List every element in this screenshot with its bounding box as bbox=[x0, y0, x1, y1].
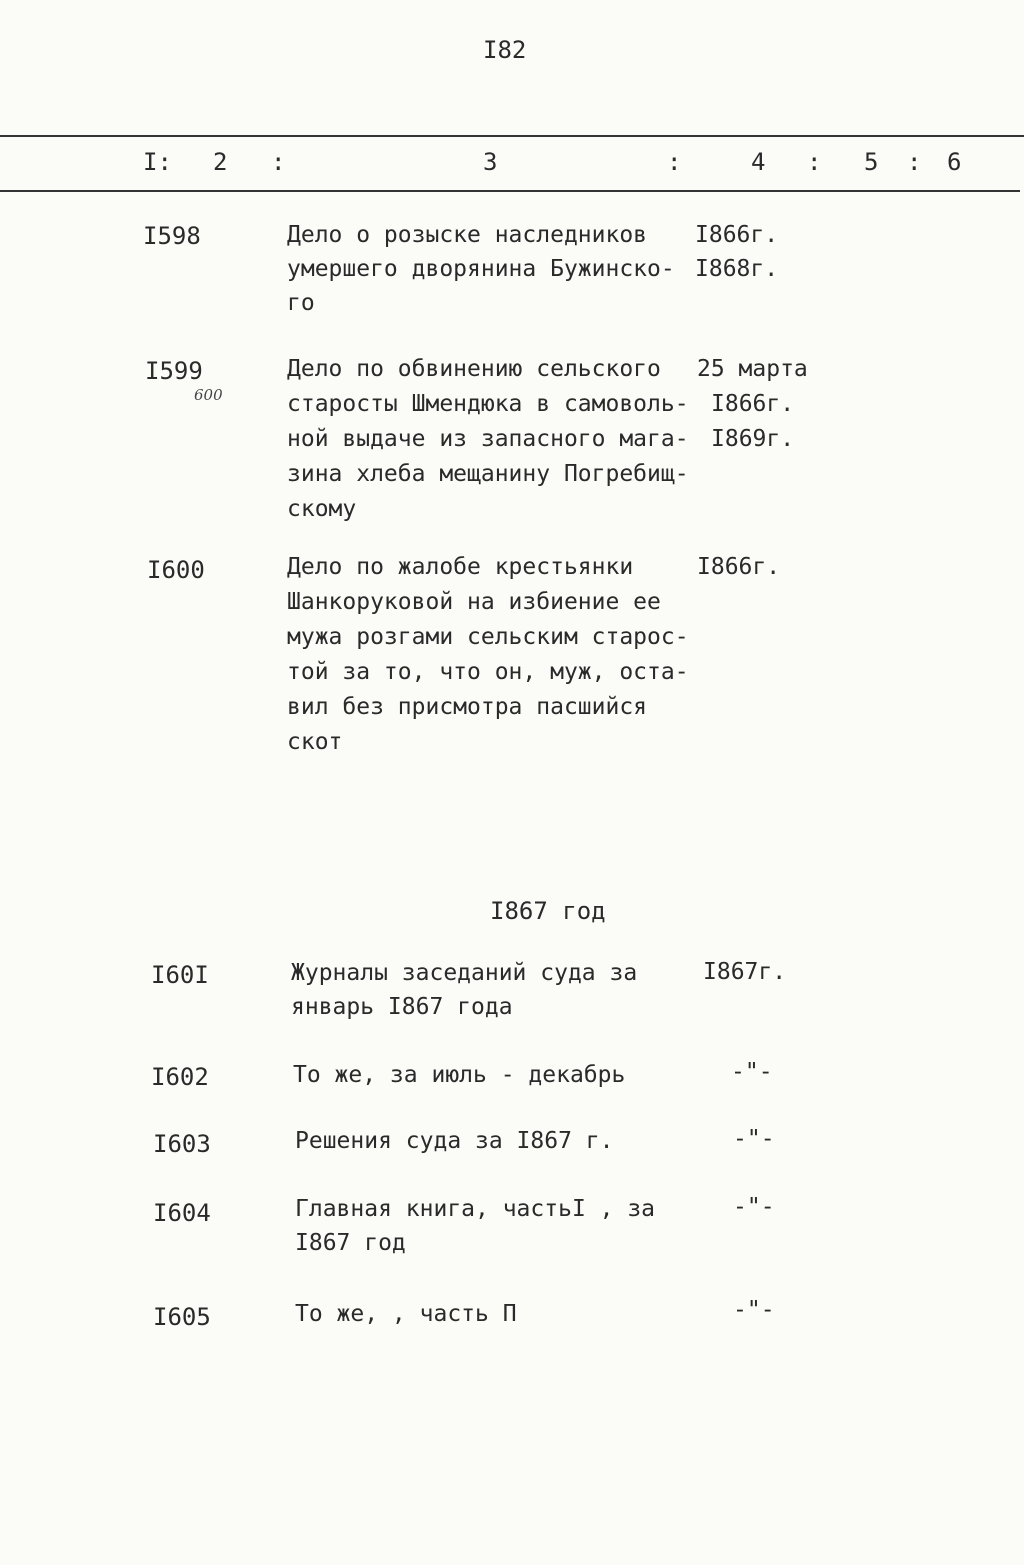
date-line: I868г. bbox=[695, 256, 779, 282]
title-line: скот bbox=[287, 729, 343, 755]
header-col-4: 4 bbox=[751, 148, 766, 176]
date-line: -"- bbox=[731, 1059, 773, 1085]
title-line: зина хлеба мещанину Погребищ- bbox=[287, 461, 689, 487]
title-line: Решения суда за I867 г. bbox=[295, 1128, 614, 1154]
entry-number: I605 bbox=[153, 1303, 211, 1331]
date-line: -"- bbox=[733, 1194, 775, 1220]
date-line: -"- bbox=[733, 1297, 775, 1323]
title-line: вил без присмотра пасшийся bbox=[287, 694, 648, 720]
entry-title bbox=[287, 218, 675, 320]
title-line: мужа розгами сельским старос- bbox=[287, 624, 689, 650]
title-line: То же, , часть П bbox=[295, 1301, 517, 1327]
date-line: -"- bbox=[733, 1126, 775, 1152]
entry-title bbox=[293, 1058, 625, 1092]
entry-number: I602 bbox=[151, 1063, 209, 1091]
title-line: ной выдаче из запасного мага- bbox=[287, 426, 689, 452]
date-line: I867г. bbox=[703, 959, 787, 985]
entry-title bbox=[295, 1192, 655, 1260]
entry-title bbox=[295, 1124, 614, 1158]
entry-number: I604 bbox=[153, 1199, 211, 1227]
title-line: Журналы заседаний суда за bbox=[291, 960, 638, 986]
header-col-5: 5 bbox=[864, 148, 879, 176]
header-separator: : bbox=[907, 148, 922, 176]
header-col-2: 2 bbox=[213, 148, 228, 176]
entry-number: I60I bbox=[151, 961, 209, 989]
entry-date bbox=[733, 1122, 775, 1156]
title-line: Главная книга, частьI , за bbox=[295, 1196, 656, 1222]
entry-number: I600 bbox=[147, 556, 205, 584]
title-line: I867 год bbox=[295, 1230, 406, 1256]
header-col-1: I: bbox=[143, 148, 172, 176]
entry-date bbox=[703, 955, 786, 989]
header-separator: : bbox=[667, 148, 682, 176]
date-line: I866г. bbox=[695, 222, 779, 248]
title-line: Дело о розыске наследников bbox=[287, 222, 648, 248]
header-col-6: 6 bbox=[947, 148, 962, 176]
entry-date bbox=[731, 1055, 773, 1089]
entry-date bbox=[733, 1190, 775, 1224]
entry-date bbox=[733, 1293, 775, 1327]
title-line: скому bbox=[287, 496, 357, 522]
header-bottom-rule bbox=[0, 190, 1020, 192]
entry-number: I603 bbox=[153, 1130, 211, 1158]
date-line: I866г. bbox=[697, 554, 781, 580]
header-col-3: 3 bbox=[483, 148, 498, 176]
title-line: январь I867 года bbox=[291, 994, 513, 1020]
title-line: той за то, что он, муж, оста- bbox=[287, 659, 689, 685]
header-separator: : bbox=[807, 148, 822, 176]
entry-title bbox=[287, 352, 689, 527]
title-line: умершего дворянина Бужинско- bbox=[287, 256, 675, 282]
title-line: Дело по жалобе крестьянки bbox=[287, 554, 634, 580]
date-line: 25 марта bbox=[697, 356, 808, 382]
header-separator: : bbox=[271, 148, 286, 176]
page-number: I82 bbox=[483, 36, 527, 64]
date-line: I866г. bbox=[711, 391, 795, 417]
entry-date bbox=[695, 218, 778, 286]
entry-date bbox=[697, 550, 780, 584]
title-line: го bbox=[287, 290, 315, 316]
entry-number: I598 bbox=[143, 222, 201, 250]
title-line: Шанкоруковой на избиение ее bbox=[287, 589, 661, 615]
entry-number: I599 bbox=[145, 357, 203, 385]
entry-title bbox=[291, 956, 637, 1024]
year-heading: I867 год bbox=[490, 897, 606, 925]
title-line: Дело по обвинению сельского bbox=[287, 356, 661, 382]
handwritten-annotation: 600 bbox=[194, 386, 223, 404]
header-top-rule bbox=[0, 135, 1024, 137]
entry-date bbox=[697, 352, 808, 457]
entry-title bbox=[295, 1297, 517, 1331]
date-line: I869г. bbox=[711, 426, 795, 452]
title-line: То же, за июль - декабрь bbox=[293, 1062, 626, 1088]
title-line: старосты Шмендюка в самоволь- bbox=[287, 391, 689, 417]
entry-title bbox=[287, 550, 689, 760]
